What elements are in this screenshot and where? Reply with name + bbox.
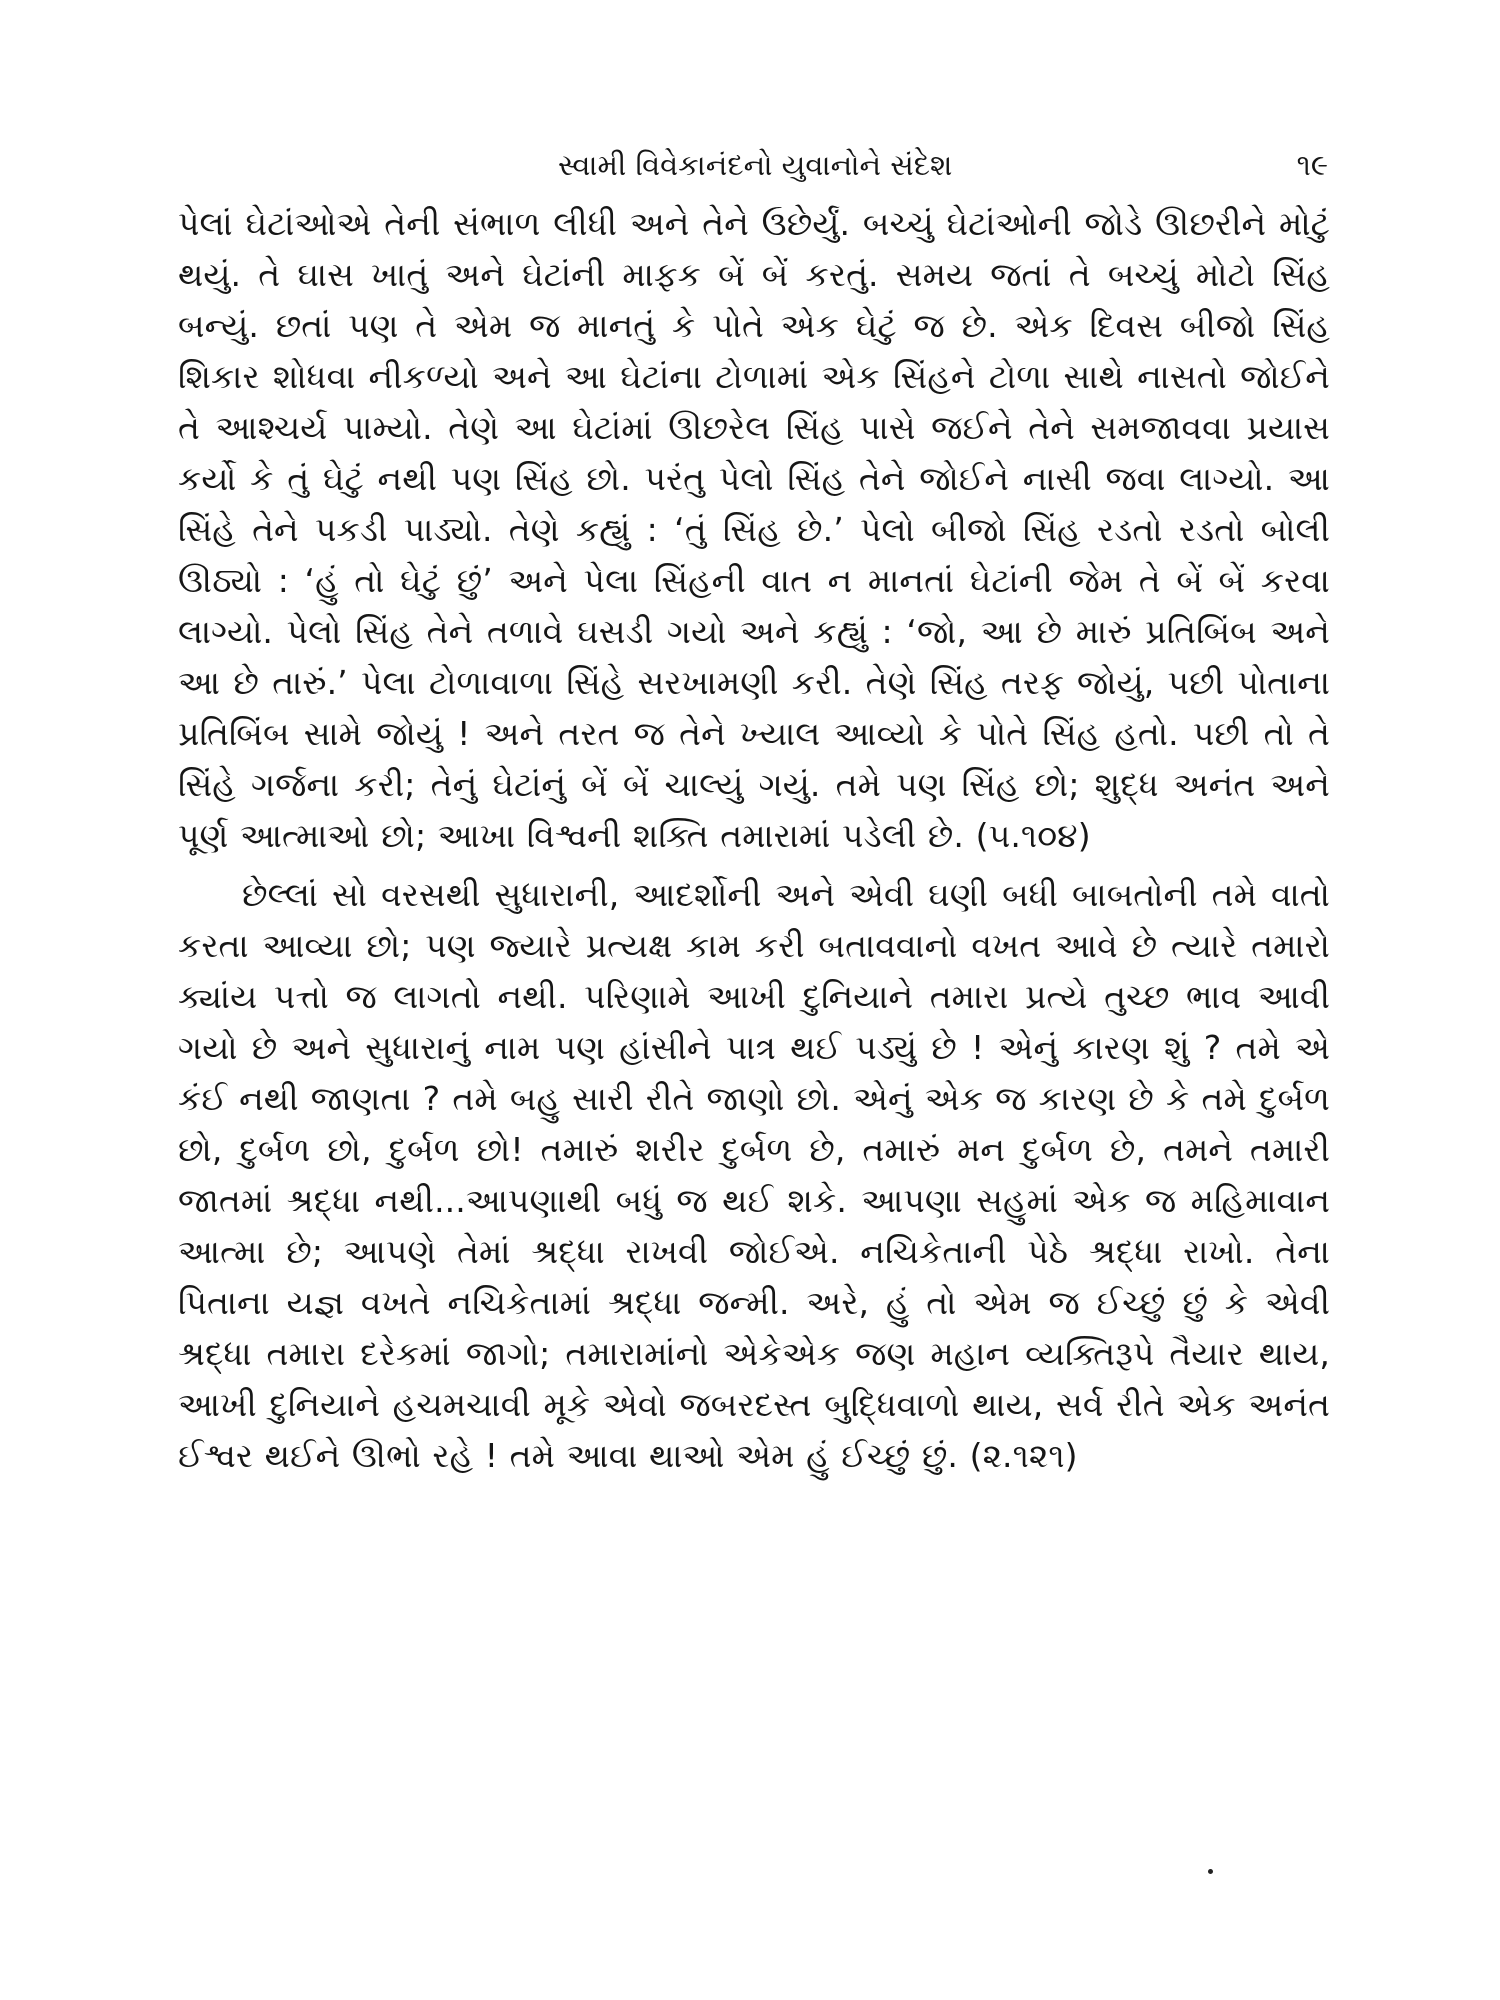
- stray-dot-mark: [1208, 1869, 1213, 1874]
- body-text: [178, 198, 1330, 1481]
- paragraph-faith-message: છેલ્લાં સો વરસથી સુધારાની, આદર્શોની અને એવી ઘણી બધી બાબતોની તમે વાતો કરતા આવ્યા છો; પણ જ્યારે પ્રત્યક્ષ કામ કરી બતાવવાનો વખત આવે છે ત્યારે તમારો ક્યાંય પત્તો જ લાગતો નથી. પરિણામે આખી દુનિયાને તમારા પ્રત્યે તુચ્છ ભાવ આવી ગયો છે અને સુધારાનું નામ પણ હાંસીને પાત્ર થઈ પડ્યું છે ! એનું કારણ શું ? તમે એ કંઈ નથી જાણતા ? તમે બહુ સારી રીતે જાણો છો. એનું એક જ કારણ છે કે તમે દુર્બળ છો, દુર્બળ છો, દુર્બળ છો! તમારું શરીર દુર્બળ છે, તમારું મન દુર્બળ છે, તમને તમારી જાતમાં શ્રદ્ધા નથી...આપણાથી બધું જ થઈ શકે. આપણા સહુમાં એક જ મહિમાવાન આત્મા છે; આપણે તેમાં શ્રદ્ધા રાખવી જોઈએ. નચિકેતાની પેઠે શ્રદ્ધા રાખો. તેના પિતાના યજ્ઞ વખતે નચિકેતામાં શ્રદ્ધા જન્મી. અરે, હું તો એમ જ ઈચ્છું છું કે એવી શ્રદ્ધા તમારા દરેકમાં જાગો; તમારામાંનો એકેએક જણ મહાન વ્યક્તિરૂપે તૈયાર થાય, આખી દુનિયાને હચમચાવી મૂકે એવો જબરદસ્ત બુદ્ધિવાળો થાય, સર્વ રીતે એક અનંત ઈશ્વર થઈને ઊભો રહે ! તમે આવા થાઓ એમ હું ઈચ્છું છું. (૨.૧૨૧): [178, 875, 1330, 1475]
- running-header: [178, 145, 1328, 185]
- paragraph-lion-story: પેલાં ઘેટાંઓએ તેની સંભાળ લીધી અને તેને ઉછેર્યું. બચ્ચું ઘેટાંઓની જોડે ઊછરીને મોટું થયું. તે ઘાસ ખાતું અને ઘેટાંની માફક બેં બેં કરતું. સમય જતાં તે બચ્ચું મોટો સિંહ બન્યું. છતાં પણ તે એમ જ માનતું કે પોતે એક ઘેટું જ છે. એક દિવસ બીજો સિંહ શિકાર શોધવા નીકળ્યો અને આ ઘેટાંના ટોળામાં એક સિંહને ટોળા સાથે નાસતો જોઈને તે આશ્ચર્ય પામ્યો. તેણે આ ઘેટાંમાં ઊછરેલ સિંહ પાસે જઈને તેને સમજાવવા પ્રયાસ કર્યો કે તું ઘેટું નથી પણ સિંહ છો. પરંતુ પેલો સિંહ તેને જોઈને નાસી જવા લાગ્યો. આ સિંહે તેને પકડી પાડ્યો. તેણે કહ્યું : ‘તું સિંહ છે.’ પેલો બીજો સિંહ રડતો રડતો બોલી ઊઠ્યો : ‘હું તો ઘેટું છું’ અને પેલા સિંહની વાત ન માનતાં ઘેટાંની જેમ તે બેં બેં કરવા લાગ્યો. પેલો સિંહ તેને તળાવે ઘસડી ગયો અને કહ્યું : ‘જો, આ છે મારું પ્રતિબિંબ અને આ છે તારું.’ પેલા ટોળાવાળા સિંહે સરખામણી કરી. તેણે સિંહ તરફ જોયું, પછી પોતાના પ્રતિબિંબ સામે જોયું ! અને તરત જ તેને ખ્યાલ આવ્યો કે પોતે સિંહ હતો. પછી તો તે સિંહે ગર્જના કરી; તેનું ઘેટાંનું બેં બેં ચાલ્યું ગયું. તમે પણ સિંહ છો; શુદ્ધ અનંત અને પૂર્ણ આત્માઓ છો; આખા વિશ્વની શક્તિ તમારામાં પડેલી છે. (૫.૧૦૪): [178, 204, 1330, 855]
- page-number: ૧૯: [1296, 148, 1328, 182]
- header-title: સ્વામી વિવેકાનંદનો યુવાનોને સંદેશ: [558, 148, 953, 182]
